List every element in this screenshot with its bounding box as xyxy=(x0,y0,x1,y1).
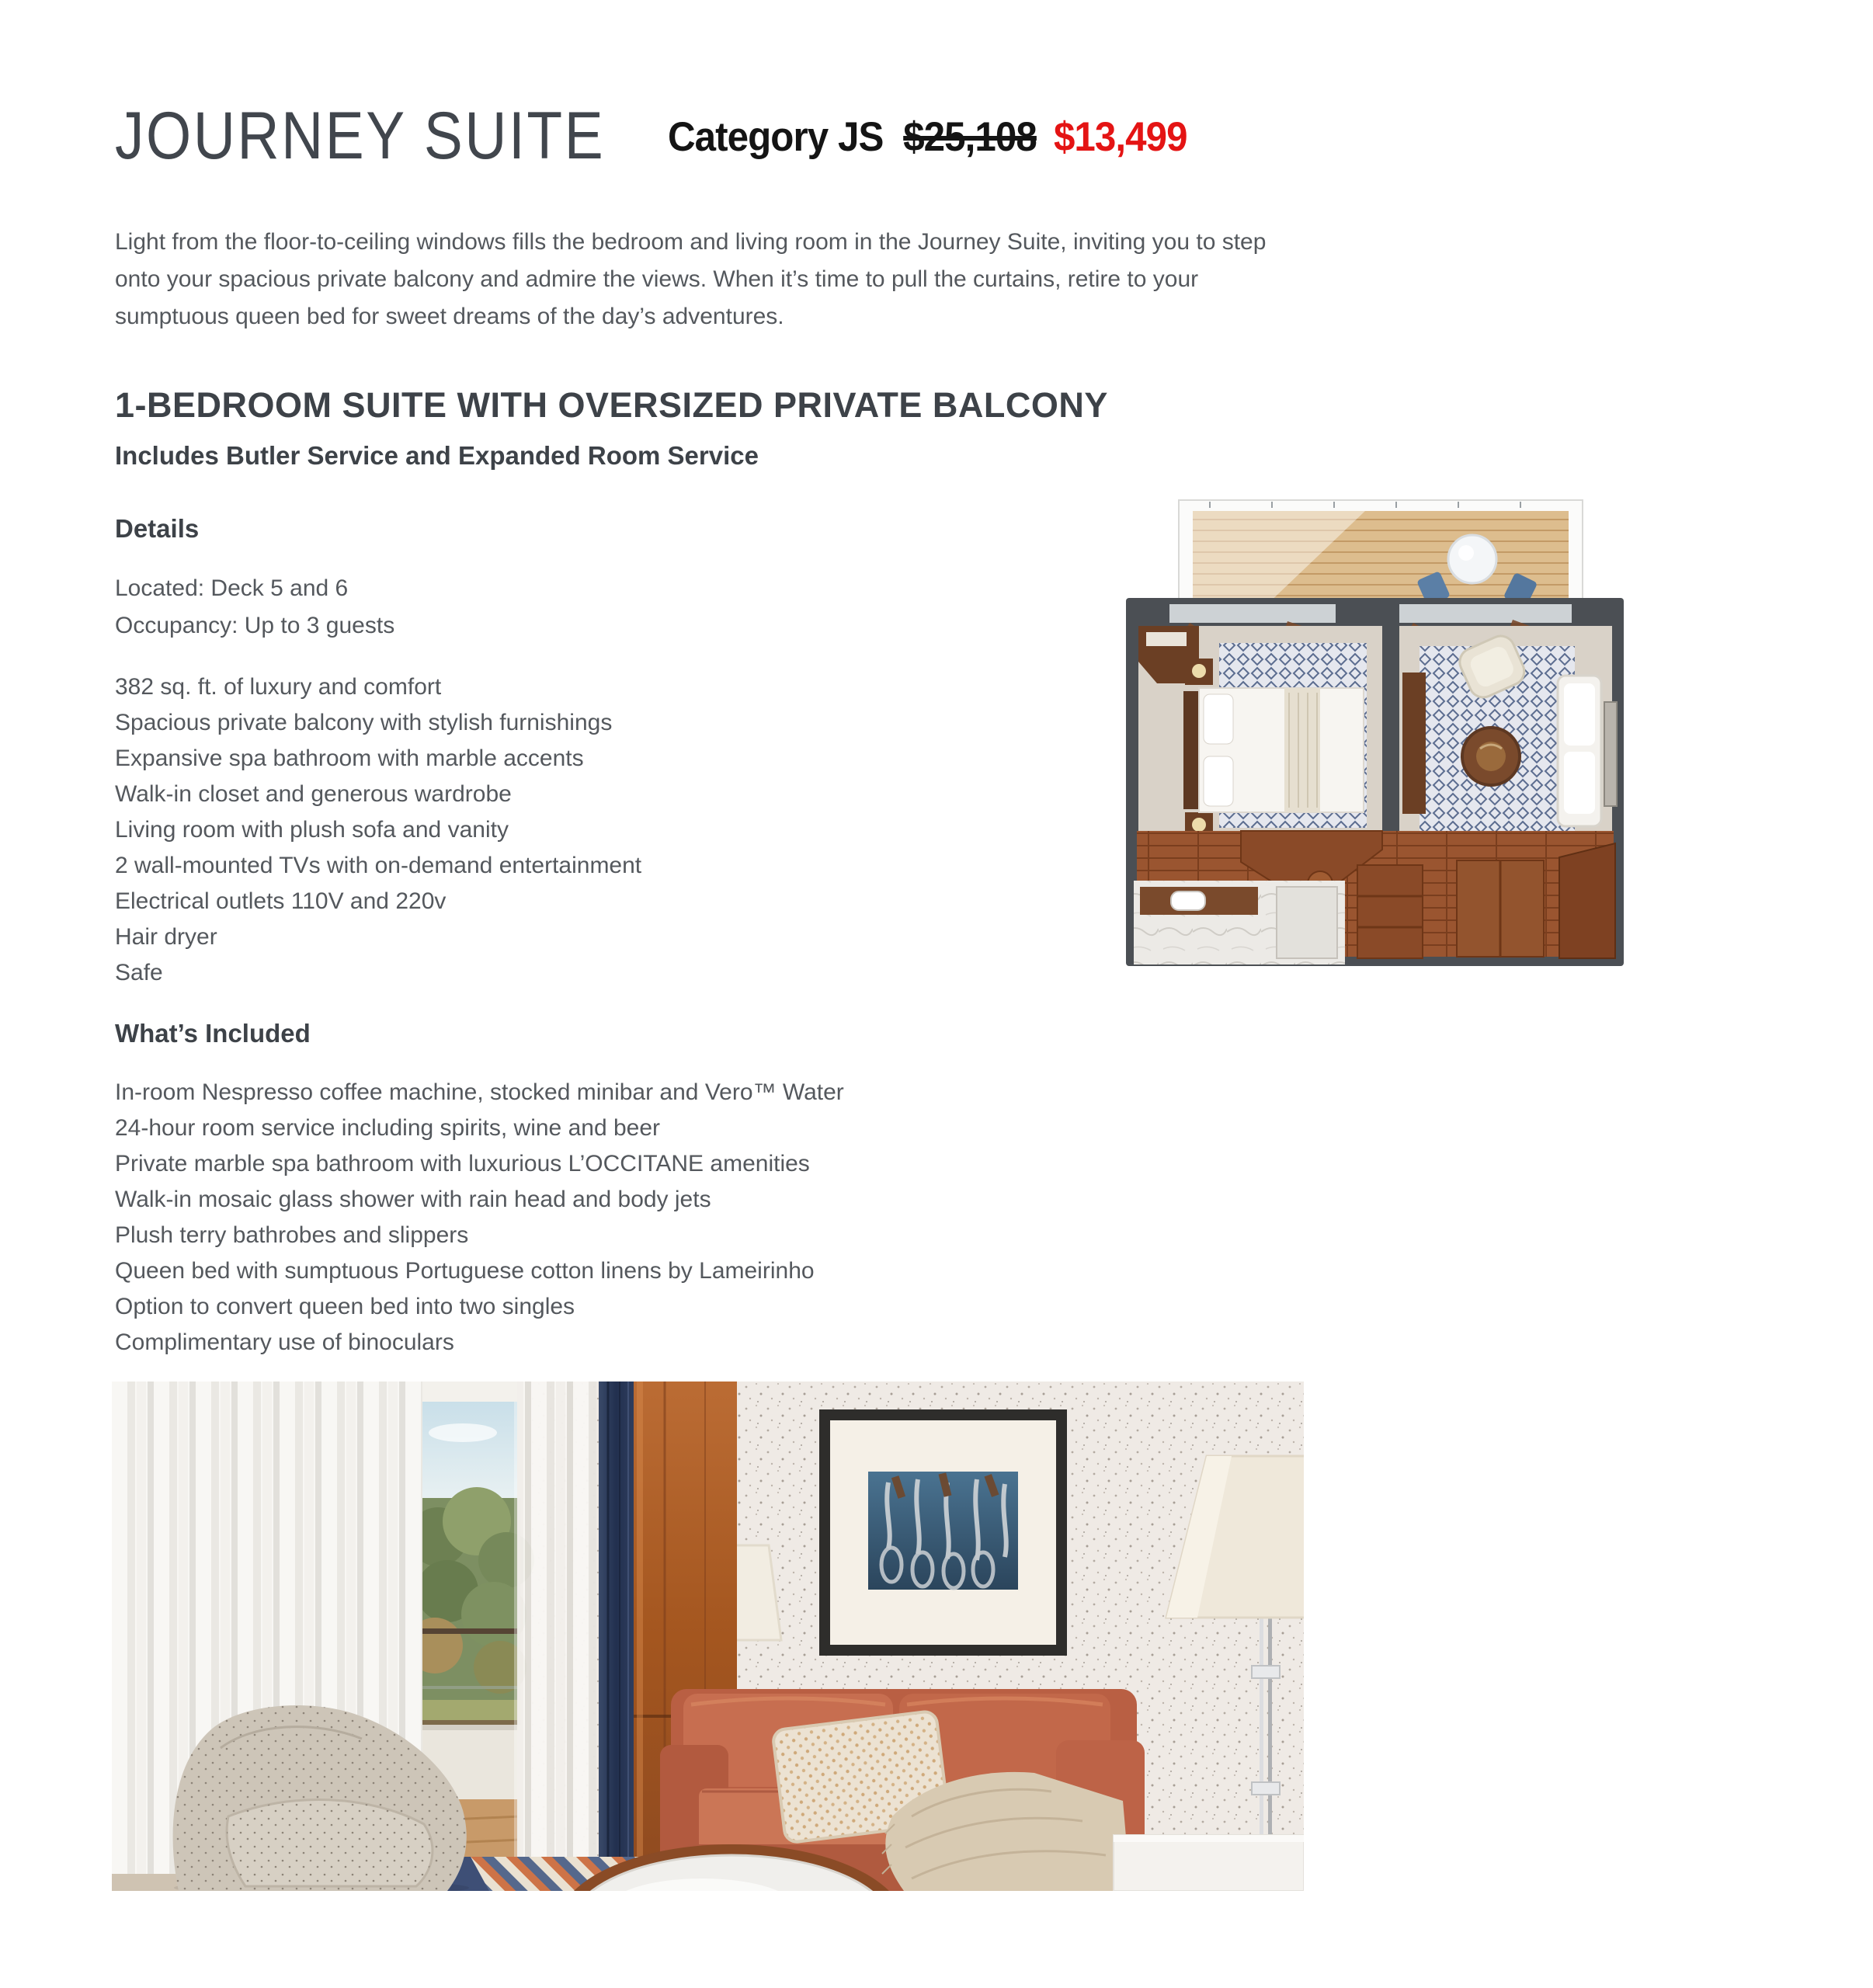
list-item: Hair dryer xyxy=(115,924,217,950)
list-item: Queen bed with sumptuous Portuguese cotton linens by Lameirinho xyxy=(115,1258,815,1284)
located-line: Located: Deck 5 and 6 xyxy=(115,575,349,601)
list-item: 2 wall-mounted TVs with on-demand entertainment xyxy=(115,853,642,878)
details-heading: Details xyxy=(115,514,200,543)
occupancy-line: Occupancy: Up to 3 guests xyxy=(115,613,395,638)
intro-paragraph: Light from the floor-to-ceiling windows fills the bedroom and living room in the Journey Suite, inviting you to step onto your spacious private balcony and admire the views. When it’s time to pull the curtains, retire to your sumptuous queen bed for sweet dreams of the day’s adventures. xyxy=(115,229,1267,329)
wall-art xyxy=(819,1409,1067,1656)
price-line xyxy=(668,113,1187,161)
navy-curtain xyxy=(599,1382,634,1886)
floorplan-living-room xyxy=(1399,626,1617,840)
page-title: JOURNEY SUITE xyxy=(115,99,606,173)
floorplan-balcony xyxy=(1179,500,1583,613)
list-item: Complimentary use of binoculars xyxy=(115,1329,454,1355)
floorplan-image xyxy=(1124,499,1625,968)
floorplan-rooms xyxy=(1126,598,1624,966)
list-item: Walk-in mosaic glass shower with rain head and body jets xyxy=(115,1187,711,1212)
floorplan-lower-zone xyxy=(1134,831,1615,964)
suite-photo xyxy=(112,1382,1304,1891)
list-item: 24-hour room service including spirits, wine and beer xyxy=(115,1115,661,1141)
floorplan-bedroom xyxy=(1138,626,1382,839)
list-item: Plush terry bathrobes and slippers xyxy=(115,1222,469,1248)
list-item: Private marble spa bathroom with luxurious L’OCCITANE amenities xyxy=(115,1151,810,1176)
sale-price: $13,499 xyxy=(1053,114,1187,160)
list-item: Safe xyxy=(115,960,163,985)
list-item: Electrical outlets 110V and 220v xyxy=(115,888,447,914)
list-item: Expansive spa bathroom with marble accents xyxy=(115,746,584,771)
original-price: $25,108 xyxy=(903,114,1037,160)
list-item: Living room with plush sofa and vanity xyxy=(115,817,509,843)
suite-heading: 1-BEDROOM SUITE WITH OVERSIZED PRIVATE BALCONY xyxy=(115,385,1108,425)
occupancy-block xyxy=(115,570,394,645)
included-list xyxy=(115,1075,844,1361)
feature-list xyxy=(115,669,641,991)
category-label: Category JS xyxy=(668,114,884,160)
list-item: 382 sq. ft. of luxury and comfort xyxy=(115,674,442,700)
list-item: Option to convert queen bed into two singles xyxy=(115,1294,575,1319)
included-heading: What’s Included xyxy=(115,1019,311,1048)
side-table-right xyxy=(1114,1835,1304,1891)
suite-subheading: Includes Butler Service and Expanded Room Service xyxy=(115,441,759,470)
list-item: Walk-in closet and generous wardrobe xyxy=(115,781,512,807)
list-item: In-room Nespresso coffee machine, stocked minibar and Vero™ Water xyxy=(115,1079,844,1105)
list-item: Spacious private balcony with stylish furnishings xyxy=(115,710,613,735)
